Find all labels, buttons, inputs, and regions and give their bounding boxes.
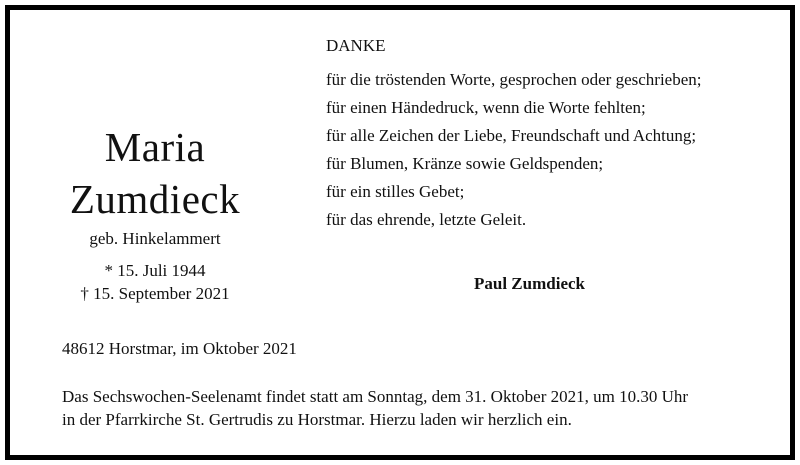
deceased-last-name: Zumdieck (69, 176, 241, 222)
signature: Paul Zumdieck (474, 274, 585, 293)
thanks-heading: DANKE (326, 36, 386, 55)
mass-announcement-line-1: Das Sechswochen-Seelenamt findet statt am Sonntag, dem 31. Oktober 2021, um 10.30 Uhr (62, 387, 689, 406)
death-date: † 15. September 2021 (80, 284, 230, 303)
thanks-line: für alle Zeichen der Liebe, Freundschaft und Achtung; (326, 126, 697, 145)
place-date: 48612 Horstmar, im Oktober 2021 (62, 339, 297, 358)
thanks-line: für einen Händedruck, wenn die Worte fehlten; (326, 98, 646, 117)
thanks-line: für das ehrende, letzte Geleit. (326, 210, 527, 229)
mass-announcement-line-2: in der Pfarrkirche St. Gertrudis zu Horstmar. Hierzu laden wir herzlich ein. (62, 410, 572, 429)
deceased-first-name: Maria (104, 124, 206, 170)
birth-date: * 15. Juli 1944 (104, 261, 206, 280)
thanks-line: für ein stilles Gebet; (326, 182, 465, 201)
thanks-line: für Blumen, Kränze sowie Geldspenden; (326, 154, 604, 173)
thanks-line: für die tröstenden Worte, gesprochen oder geschrieben; (326, 70, 702, 89)
maiden-name: geb. Hinkelammert (89, 229, 221, 248)
